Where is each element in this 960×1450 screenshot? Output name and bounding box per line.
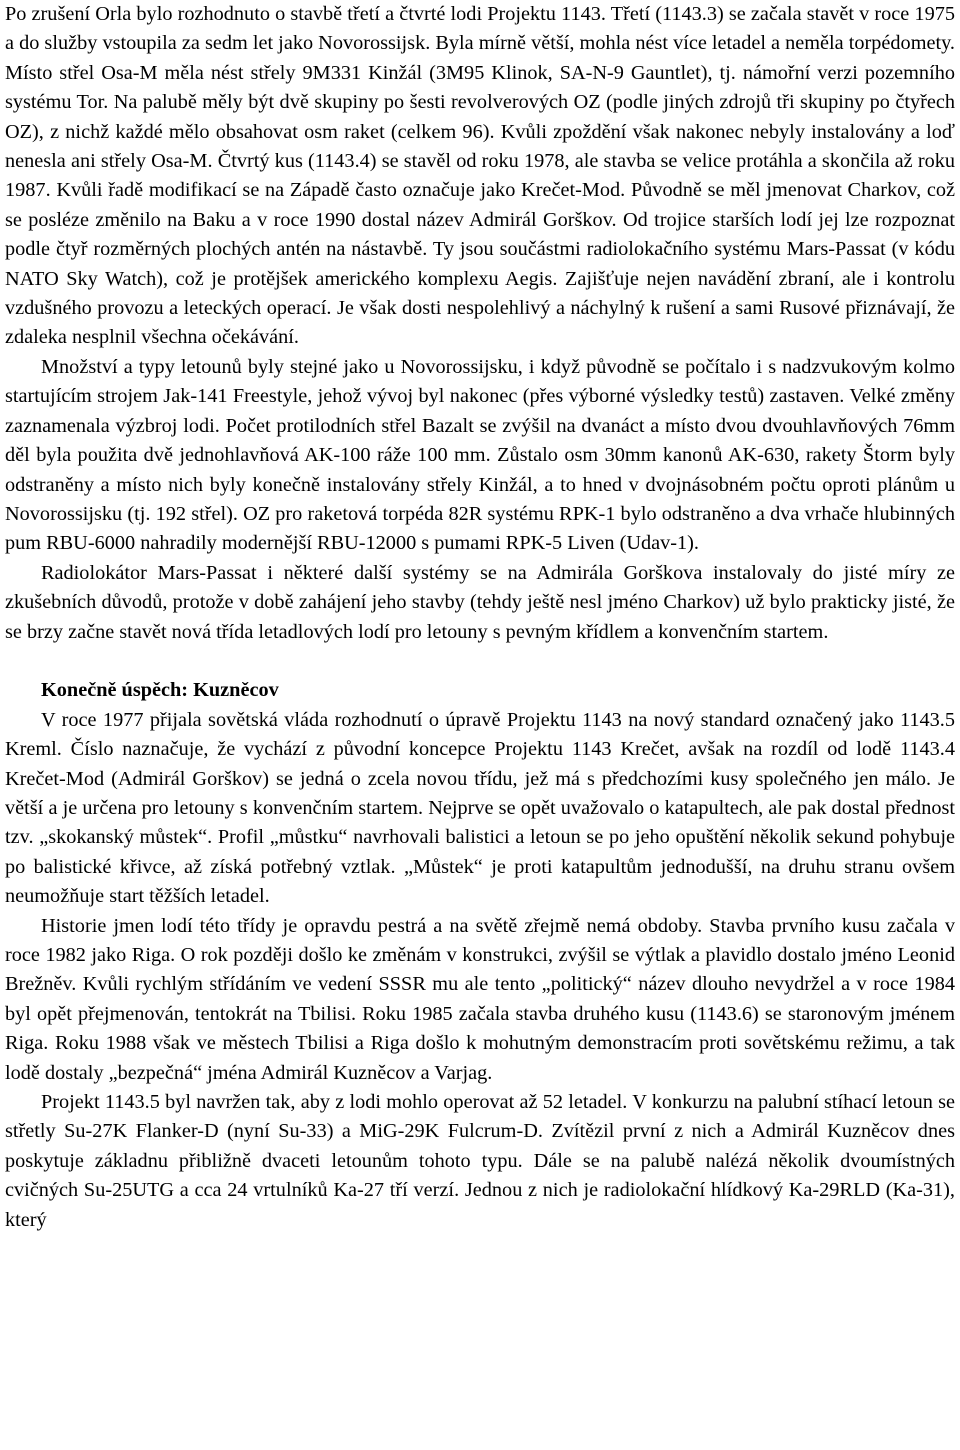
document-page xyxy=(5,0,955,1235)
paragraph-radar: Radiolokátor Mars-Passat i některé další systémy se na Admirála Gorškova instalovaly do jisté míry ze zkušebních důvodů, protože v době zahájení jeho stavby (tehdy ještě nesl jméno Charkov) už bylo prakticky jisté, že se brzy začne stavět nová třída letadlových lodí pro letouny s pevným křídlem a konvenčním startem. xyxy=(5,561,955,643)
section-heading: Konečně úspěch: Kuzněcov xyxy=(41,679,279,702)
paragraph-aircraft: Množství a typy letounů byly stejné jako u Novorossijsku, i když původně se počítalo i s nadzvukovým kolmo startujícím strojem Jak-141 Freestyle, jehož vývoj byl nakonec (přes výborné výsledky testů) zastaven. Velké změny zaznamenala výzbroj lodi. Počet protilodních střel Bazalt se zvýšil na dvanáct a místo dvou dvouhlavňových 76mm děl byla použita dvě jednohlavňová AK-100 ráže 100 mm. Zůstalo osm 30mm kanonů AK-630, rakety Štorm byly odstraněny a místo nich byly konečně instalovány střely Kinžál, a to hned v dvojnásobném počtu oproti plánům u Novorossijsku (tj. 192 střel). OZ pro raketová torpéda 82R systému RPK-1 bylo odstraněno a dva vrhače hlubinných pum RBU-6000 nahradily modernější RBU-12000 s pumami RPK-5 Liven (Udav-1). xyxy=(5,355,955,555)
section-gap xyxy=(5,647,955,676)
paragraph-intro xyxy=(5,0,955,353)
paragraph-intro-continued: Čtvrtý kus (1143.4) se stavěl od roku 1978, ale stavba se velice protáhla a skončila až roku 1987. Kvůli řadě modifikací se na Západě často označuje jako Krečet-Mod. Původně se měl jmenovat Charkov, což se posléze změnilo na Baku a v roce 1990 dostal název Admirál Gorškov. Od trojice starších lodí jej lze rozpoznat podle čtyř rozměrných plochých antén na nástavbě. Ty jsou součástmi radiolokačního systému Mars-Passat (v kódu NATO Sky Watch), což je protějšek amerického komplexu Aegis. Zajišťuje nejen navádění zbraní, ale i kontrolu vzdušného provozu a leteckých operací. Je však dosti nespolehlivý a náchylný k rušení a sami Rusové přiznávají, že zdaleka nesplnil všechna očekávání. xyxy=(5,150,955,349)
paragraph-intro-text: Po zrušení Orla bylo rozhodnuto o stavbě třetí a čtvrté lodi Projektu 1143. Třetí (1143.3) se začala stavět v roce 1975 a do služby vstoupila za sedm let jako Novorossijsk. Byla mírně větší, mohla nést více letadel a neměla torpédomety. Místo střel Osa-M měla nést střely 9M331 Kinžál (3M95 Klinok, SA-N-9 Gauntlet), tj. námořní verzi pozemního systému Tor. Na palubě měly být dvě skupiny po šesti revolverových OZ (podle jiných zdrojů tři skupiny po čtyřech OZ), z nichž každé mělo obsahovat osm raket (celkem 96). Kvůli zpoždění však nakonec nebyly instalovány a loď nenesla ani střely Osa-M. xyxy=(5,3,955,173)
paragraph-project: Projekt 1143.5 byl navržen tak, aby z lodi mohlo operovat až 52 letadel. V konkurzu na palubní stíhací letoun se střetly Su-27K Flanker-D (nyní Su-33) a MiG-29K Fulcrum-D. Zvítězil první z nich a Admirál Kuzněcov dnes poskytuje základnu přibližně dvaceti letounům tohoto typu. Dále se na palubě nalézá několik dvoumístných cvičných Su-25UTG a cca 24 vrtulníků Ka-27 tří verzí. Jednou z nich je radiolokační hlídkový Ka-29RLD (Ka-31), který xyxy=(5,1091,955,1231)
paragraph-names: Historie jmen lodí této třídy je opravdu pestrá a na světě zřejmě nemá obdoby. Stavba prvního kusu začala v roce 1982 jako Riga. O rok později došlo ke změnám v konstrukci, zvýšil se výtlak a plavidlo dostalo jméno Leonid Brežněv. Kvůli rychlým střídáním ve vedení SSSR mu ale tento „politický“ název dlouho nevydržel a v roce 1984 byl opět přejmenován, tentokrát na Tbilisi. Roku 1985 začala stavba druhého kusu (1143.6) se staronovým jménem Riga. Roku 1988 však ve městech Tbilisi a Riga došlo k mohutným demonstracím proti sovětskému režimu, a tak lodě dostaly „bezpečná“ jména Admirál Kuzněcov a Varjag. xyxy=(5,914,955,1084)
paragraph-kuznecov: V roce 1977 přijala sovětská vláda rozhodnutí o úpravě Projektu 1143 na nový standard označený jako 1143.5 Kreml. Číslo naznačuje, že vychází z původní koncepce Projektu 1143 Krečet, avšak na rozdíl od lodě 1143.4 Krečet-Mod (Admirál Gorškov) se jedná o zcela novou třídu, jež má s předchozími kusy společného jen málo. Je větší a je určena pro letouny s konvenčním startem. Nejprve se opět uvažovalo o katapultech, ale pak dostal přednost tzv. „skokanský můstek“. Profil „můstku“ navrhovali balistici a letoun se po jeho opuštění několik sekund pohybuje po balistické křivce, až získá potřebný vztlak. „Můstek“ je proti katapultům jednodušší, na druhu stranu ovšem neumožňuje start těžších letadel. xyxy=(5,708,955,908)
